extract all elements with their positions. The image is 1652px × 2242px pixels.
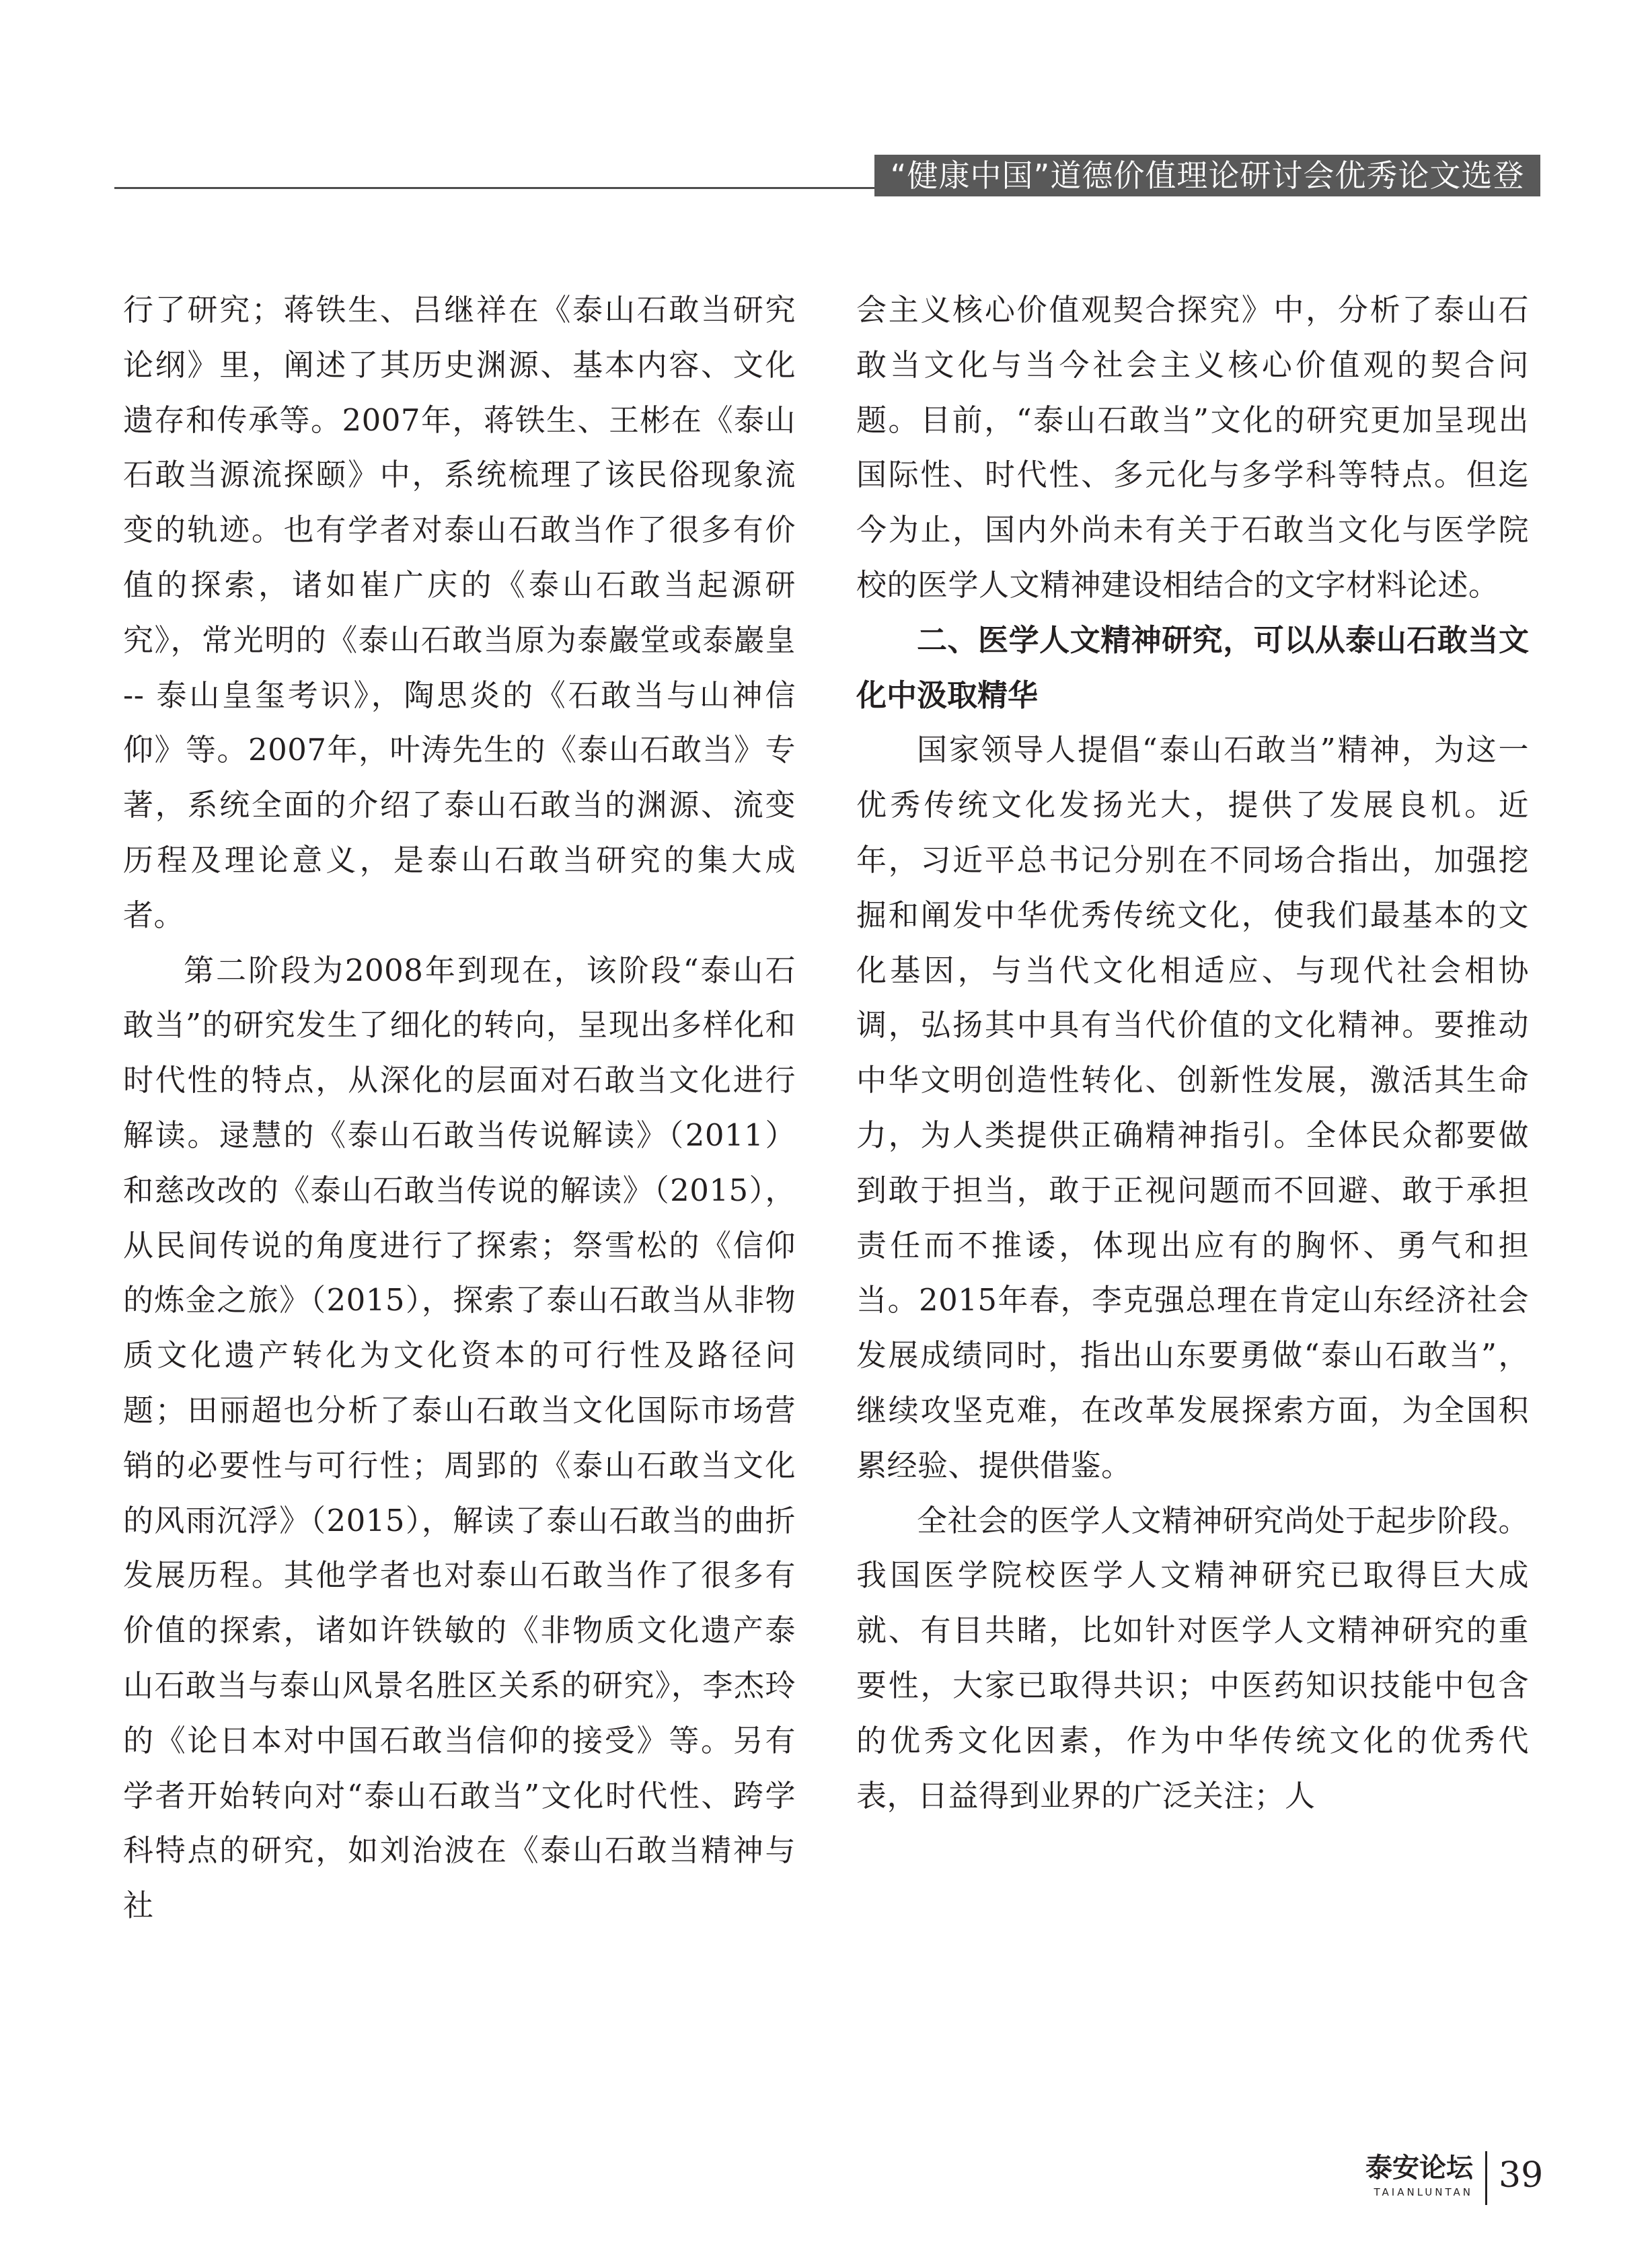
right-paragraph-1: 会主义核心价值观契合探究》中，分析了泰山石敢当文化与当今社会主义核心价值观的契合问题。目前，“泰山石敢当”文化的研究更加呈现出国际性、时代性、多元化与多学科等特点。但迄今为止，国内外尚未有关于石敢当文化与医学院校的医学人文精神建设相结合的文字材料论述。 [856, 292, 1529, 603]
brand-name-en: TAIANLUNTAN [1374, 2186, 1473, 2198]
page-number: 39 [1499, 2155, 1544, 2196]
left-paragraph-1: 行了研究；蒋铁生、吕继祥在《泰山石敢当研究论纲》里，阐述了其历史渊源、基本内容、文化遗存和传承等。2007年，蒋铁生、王彬在《泰山石敢当源流探颐》中，系统梳理了该民俗现象流变的轨迹。也有学者对泰山石敢当作了很多有价值的探索，诸如崔广庆的《泰山石敢当起源研究》，常光明的《泰山石敢当原为泰巖堂或泰巖皇 -- 泰山皇玺考识》，陶思炎的《石敢当与山神信仰》等。2007年，叶涛先生的《泰山石敢当》专著，系统全面的介绍了泰山石敢当的渊源、流变历程及理论意义，是泰山石敢当研究的集大成者。 [123, 292, 796, 933]
footer-brand [1325, 2153, 1473, 2198]
left-column [123, 283, 796, 1933]
brand-name-cn: 泰安论坛 [1365, 2153, 1473, 2183]
right-paragraph-2: 国家领导人提倡“泰山石敢当”精神，为这一优秀传统文化发扬光大，提供了发展良机。近年，习近平总书记分别在不同场合指出，加强挖掘和阐发中华优秀传统文化，使我们最基本的文化基因，与当代文化相适应、与现代社会相协调，弘扬其中具有当代价值的文化精神。要推动中华文明创造性转化、创新性发展，激活其生命力，为人类提供正确精神指引。全体民众都要做到敢于担当，敢于正视问题而不回避、敢于承担责任而不推诿，体现出应有的胸怀、勇气和担当。2015年春，李克强总理在肯定山东经济社会发展成绩同时，指出山东要勇做“泰山石敢当”，继续攻坚克难，在改革发展探索方面，为全国积累经验、提供借鉴。 [856, 732, 1529, 1483]
right-column [856, 283, 1529, 1823]
left-paragraph-2: 第二阶段为2008年到现在，该阶段“泰山石敢当”的研究发生了细化的转向，呈现出多样化和时代性的特点，从深化的层面对石敢当文化进行解读。逯慧的《泰山石敢当传说解读》（2011）和慈改改的《泰山石敢当传说的解读》（2015），从民间传说的角度进行了探索；祭雪松的《信仰的炼金之旅》（2015），探索了泰山石敢当从非物质文化遗产转化为文化资本的可行性及路径问题；田丽超也分析了泰山石敢当文化国际市场营销的必要性与可行性；周郢的《泰山石敢当文化的风雨沉浮》（2015），解读了泰山石敢当的曲折发展历程。其他学者也对泰山石敢当作了很多有价值的探索，诸如许铁敏的《非物质文化遗产泰山石敢当与泰山风景名胜区关系的研究》，李杰玲的《论日本对中国石敢当信仰的接受》等。另有学者开始转向对“泰山石敢当”文化时代性、跨学科特点的研究，如刘治波在《泰山石敢当精神与社 [123, 952, 796, 1924]
section-heading: 二、医学人文精神研究，可以从泰山石敢当文化中汲取精华 [856, 622, 1529, 713]
right-paragraph-3: 全社会的医学人文精神研究尚处于起步阶段。我国医学院校医学人文精神研究已取得巨大成就、有目共睹，比如针对医学人文精神研究的重要性，大家已取得共识；中医药知识技能中包含的优秀文化因素，作为中华传统文化的优秀代表，日益得到业界的广泛关注；人 [856, 1502, 1530, 1814]
footer-separator [1485, 2151, 1487, 2205]
header-banner-title: “健康中国”道德价值理论研讨会优秀论文选登 [874, 155, 1540, 196]
